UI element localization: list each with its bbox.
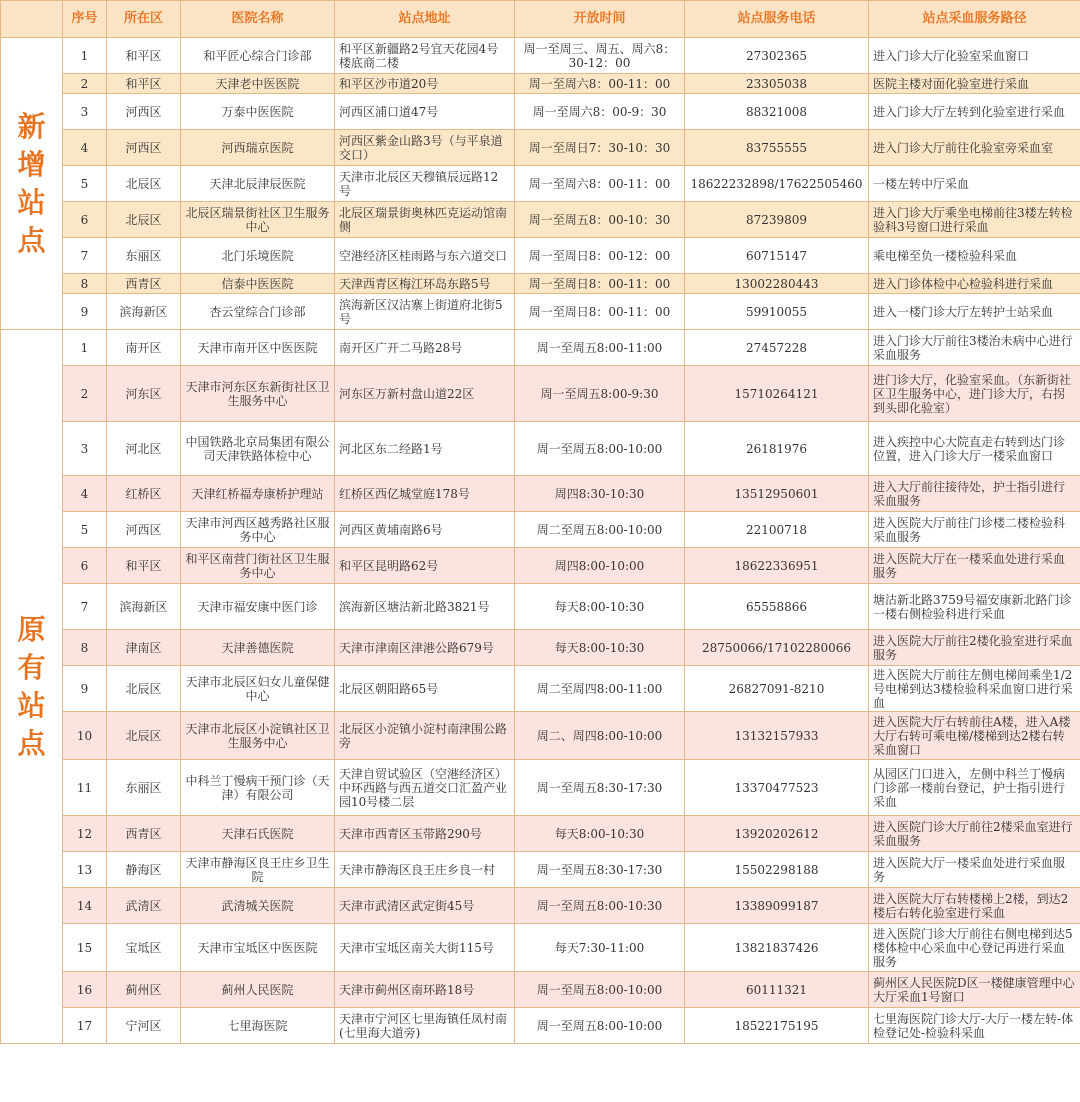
cell-no: 15 — [63, 924, 107, 972]
cell-path: 进入门诊大厅左转到化验室进行采血 — [869, 94, 1080, 130]
cell-no: 7 — [63, 238, 107, 274]
cell-hospital: 河西瑞京医院 — [181, 130, 335, 166]
cell-district: 北辰区 — [107, 202, 181, 238]
cell-no: 6 — [63, 548, 107, 584]
cell-district: 南开区 — [107, 330, 181, 366]
cell-hospital: 七里海医院 — [181, 1008, 335, 1044]
cell-district: 河西区 — [107, 94, 181, 130]
group-header-cell — [1, 1, 63, 38]
cell-hospital: 万泰中医医院 — [181, 94, 335, 130]
header-district: 所在区 — [107, 1, 181, 38]
table-row — [1, 130, 1080, 166]
cell-hospital: 天津市静海区良王庄乡卫生院 — [181, 852, 335, 888]
cell-hospital: 天津市宝坻区中医医院 — [181, 924, 335, 972]
cell-hours: 周一至周五8：00-10：30 — [515, 202, 685, 238]
table-row — [1, 166, 1080, 202]
cell-phone: 59910055 — [685, 294, 869, 330]
cell-path: 塘沽新北路3759号福安康新北路门诊一楼右侧检验科进行采血 — [869, 584, 1080, 630]
cell-hospital: 北门乐境医院 — [181, 238, 335, 274]
cell-district: 北辰区 — [107, 166, 181, 202]
cell-path: 进入医院大厅右转前往A楼，进入A楼大厅右转可乘电梯/楼梯到达2楼右转采血窗口 — [869, 712, 1080, 760]
cell-hospital: 天津市福安康中医门诊 — [181, 584, 335, 630]
cell-path: 进入门诊体检中心检验科进行采血 — [869, 274, 1080, 294]
cell-phone: 88321008 — [685, 94, 869, 130]
table-row — [1, 630, 1080, 666]
table-row — [1, 972, 1080, 1008]
cell-hospital: 天津市北辰区妇女儿童保健中心 — [181, 666, 335, 712]
cell-phone: 83755555 — [685, 130, 869, 166]
table-row — [1, 94, 1080, 130]
cell-hours: 周四8:30-10:30 — [515, 476, 685, 512]
cell-district: 和平区 — [107, 548, 181, 584]
cell-hospital: 天津红桥福寿康桥护理站 — [181, 476, 335, 512]
table-row — [1, 924, 1080, 972]
table-row — [1, 238, 1080, 274]
cell-no: 10 — [63, 712, 107, 760]
cell-hours: 周二至周四8:00-11:00 — [515, 666, 685, 712]
cell-district: 北辰区 — [107, 666, 181, 712]
cell-address: 天津自贸试验区（空港经济区）中环西路与西五道交口汇盈产业园10号楼二层 — [335, 760, 515, 816]
cell-district: 静海区 — [107, 852, 181, 888]
cell-district: 西青区 — [107, 274, 181, 294]
cell-no: 2 — [63, 366, 107, 422]
cell-path: 进入医院大厅前往门诊楼二楼检验科采血服务 — [869, 512, 1080, 548]
cell-no: 8 — [63, 274, 107, 294]
table-row — [1, 760, 1080, 816]
table-row — [1, 666, 1080, 712]
cell-hours: 周一至周六8：00-9：30 — [515, 94, 685, 130]
cell-address: 红桥区西亿城堂庭178号 — [335, 476, 515, 512]
cell-hours: 周一至周五8:30-17:30 — [515, 760, 685, 816]
group-label: 新增站点 — [17, 109, 46, 257]
table-row — [1, 422, 1080, 476]
cell-path: 进入医院大厅在一楼采血处进行采血服务 — [869, 548, 1080, 584]
table-row — [1, 548, 1080, 584]
table-row — [1, 1008, 1080, 1044]
cell-address: 天津市宁河区七里海镇任凤村南(七里海大道旁) — [335, 1008, 515, 1044]
cell-path: 乘电梯至负一楼检验科采血 — [869, 238, 1080, 274]
cell-address: 天津市西青区玉带路290号 — [335, 816, 515, 852]
cell-address: 河西区黄埔南路6号 — [335, 512, 515, 548]
cell-hours: 周四8:00-10:00 — [515, 548, 685, 584]
header-path: 站点采血服务路径 — [869, 1, 1080, 38]
cell-hospital: 信泰中医医院 — [181, 274, 335, 294]
cell-hours: 周一至周五8:00-9:30 — [515, 366, 685, 422]
cell-hours: 周一至周五8:00-10:00 — [515, 972, 685, 1008]
group-label-cell — [1, 38, 63, 330]
table-row — [1, 274, 1080, 294]
cell-district: 滨海新区 — [107, 294, 181, 330]
cell-district: 西青区 — [107, 816, 181, 852]
cell-address: 南开区广开二马路28号 — [335, 330, 515, 366]
cell-hours: 周一至周六8：00-11：00 — [515, 74, 685, 94]
cell-phone: 13920202612 — [685, 816, 869, 852]
table-row — [1, 294, 1080, 330]
cell-district: 武清区 — [107, 888, 181, 924]
cell-district: 宁河区 — [107, 1008, 181, 1044]
table-body — [1, 38, 1080, 1044]
cell-hours: 周一至周日8：00-12：00 — [515, 238, 685, 274]
cell-address: 和平区沙市道20号 — [335, 74, 515, 94]
cell-no: 11 — [63, 760, 107, 816]
cell-path: 进入门诊大厅前往化验室旁采血室 — [869, 130, 1080, 166]
group-label-cell — [1, 330, 63, 1044]
cell-address: 和平区昆明路62号 — [335, 548, 515, 584]
table-row — [1, 476, 1080, 512]
cell-hospital: 杏云堂综合门诊部 — [181, 294, 335, 330]
cell-no: 4 — [63, 130, 107, 166]
cell-phone: 13132157933 — [685, 712, 869, 760]
cell-no: 2 — [63, 74, 107, 94]
header-phone: 站点服务电话 — [685, 1, 869, 38]
cell-hospital: 天津北辰津辰医院 — [181, 166, 335, 202]
cell-hours: 周一至周五8:00-10:00 — [515, 422, 685, 476]
cell-hours: 周一至周五8:00-11:00 — [515, 330, 685, 366]
cell-phone: 23305038 — [685, 74, 869, 94]
cell-phone: 13821837426 — [685, 924, 869, 972]
cell-phone: 22100718 — [685, 512, 869, 548]
cell-address: 河东区万新村盘山道22区 — [335, 366, 515, 422]
cell-hours: 周一至周六8：00-11：00 — [515, 166, 685, 202]
cell-district: 河北区 — [107, 422, 181, 476]
cell-phone: 13512950601 — [685, 476, 869, 512]
table-row — [1, 202, 1080, 238]
cell-path: 进入医院门诊大厅前往2楼采血室进行采血服务 — [869, 816, 1080, 852]
cell-phone: 27302365 — [685, 38, 869, 74]
cell-hours: 周二、周四8:00-10:00 — [515, 712, 685, 760]
cell-phone: 18622232898/17622505460 — [685, 166, 869, 202]
cell-hours: 每天7:30-11:00 — [515, 924, 685, 972]
group-label: 原有站点 — [17, 612, 46, 760]
cell-no: 14 — [63, 888, 107, 924]
cell-address: 天津市静海区良王庄乡良一村 — [335, 852, 515, 888]
cell-phone: 26181976 — [685, 422, 869, 476]
cell-path: 从园区门口进入，左侧中科兰丁慢病门诊部一楼前台登记，护士指引进行采血 — [869, 760, 1080, 816]
cell-hours: 每天8:00-10:30 — [515, 816, 685, 852]
cell-path: 进入门诊大厅化验室采血窗口 — [869, 38, 1080, 74]
cell-no: 5 — [63, 166, 107, 202]
table-row — [1, 816, 1080, 852]
cell-hospital: 北辰区瑞景街社区卫生服务中心 — [181, 202, 335, 238]
cell-district: 滨海新区 — [107, 584, 181, 630]
cell-path: 一楼左转中厅采血 — [869, 166, 1080, 202]
cell-hours: 周一至周日8：00-11：00 — [515, 274, 685, 294]
cell-address: 河西区浦口道47号 — [335, 94, 515, 130]
cell-path: 蓟州区人民医院D区一楼健康管理中心大厅采血1号窗口 — [869, 972, 1080, 1008]
cell-path: 进入大厅前往接待处，护士指引进行采血服务 — [869, 476, 1080, 512]
cell-hours: 每天8:00-10:30 — [515, 584, 685, 630]
table-header-row — [1, 1, 1080, 38]
table-row — [1, 852, 1080, 888]
cell-hours: 每天8:00-10:30 — [515, 630, 685, 666]
cell-path: 进入门诊大厅乘坐电梯前往3楼左转检验科3号窗口进行采血 — [869, 202, 1080, 238]
table-row — [1, 366, 1080, 422]
cell-district: 东丽区 — [107, 238, 181, 274]
cell-phone: 18622336951 — [685, 548, 869, 584]
cell-phone: 15502298188 — [685, 852, 869, 888]
cell-district: 河东区 — [107, 366, 181, 422]
cell-district: 东丽区 — [107, 760, 181, 816]
cell-hospital: 中科兰丁慢病干预门诊（天津）有限公司 — [181, 760, 335, 816]
table-row — [1, 512, 1080, 548]
cell-district: 宝坻区 — [107, 924, 181, 972]
cell-address: 北辰区朝阳路65号 — [335, 666, 515, 712]
cell-phone: 26827091-8210 — [685, 666, 869, 712]
cell-address: 河北区东二经路1号 — [335, 422, 515, 476]
cell-no: 4 — [63, 476, 107, 512]
cell-path: 进入疾控中心大院直走右转到达门诊位置，进入门诊大厅一楼采血窗口 — [869, 422, 1080, 476]
cell-no: 1 — [63, 330, 107, 366]
cell-hospital: 天津石氏医院 — [181, 816, 335, 852]
cell-address: 河西区紫金山路3号（与平泉道交口） — [335, 130, 515, 166]
cell-address: 和平区新疆路2号宜天花园4号楼底商二楼 — [335, 38, 515, 74]
cell-address: 天津市蓟州区南环路18号 — [335, 972, 515, 1008]
cell-district: 北辰区 — [107, 712, 181, 760]
table-row — [1, 584, 1080, 630]
table-row — [1, 888, 1080, 924]
cell-address: 天津市津南区津港公路679号 — [335, 630, 515, 666]
cell-district: 和平区 — [107, 38, 181, 74]
cell-path: 进入门诊大厅前往3楼治未病中心进行采血服务 — [869, 330, 1080, 366]
table-row — [1, 38, 1080, 74]
cell-hours: 周二至周五8:00-10:00 — [515, 512, 685, 548]
cell-no: 6 — [63, 202, 107, 238]
cell-address: 北辰区瑞景街奥林匹克运动馆南侧 — [335, 202, 515, 238]
cell-hospital: 天津市南开区中医医院 — [181, 330, 335, 366]
cell-phone: 13370477523 — [685, 760, 869, 816]
cell-phone: 15710264121 — [685, 366, 869, 422]
cell-hours: 周一至周五8:30-17:30 — [515, 852, 685, 888]
table-row — [1, 330, 1080, 366]
cell-hospital: 和平区南营门街社区卫生服务中心 — [181, 548, 335, 584]
cell-hospital: 中国铁路北京局集团有限公司天津铁路体检中心 — [181, 422, 335, 476]
cell-path: 七里海医院门诊大厅-大厅一楼左转-体检登记处-检验科采血 — [869, 1008, 1080, 1044]
cell-hours: 周一至周日7：30-10：30 — [515, 130, 685, 166]
cell-no: 1 — [63, 38, 107, 74]
header-address: 站点地址 — [335, 1, 515, 38]
cell-no: 13 — [63, 852, 107, 888]
cell-phone: 60715147 — [685, 238, 869, 274]
cell-path: 进入医院门诊大厅前往右侧电梯到达5楼体检中心采血中心登记再进行采血服务 — [869, 924, 1080, 972]
cell-phone: 28750066/17102280066 — [685, 630, 869, 666]
cell-hours: 周一至周日8：00-11：00 — [515, 294, 685, 330]
cell-hospital: 武清城关医院 — [181, 888, 335, 924]
cell-address: 天津市北辰区天穆镇辰远路12号 — [335, 166, 515, 202]
cell-phone: 87239809 — [685, 202, 869, 238]
cell-hospital: 天津市河东区东新街社区卫生服务中心 — [181, 366, 335, 422]
cell-no: 5 — [63, 512, 107, 548]
cell-district: 蓟州区 — [107, 972, 181, 1008]
cell-address: 天津市武清区武定街45号 — [335, 888, 515, 924]
cell-hospital: 天津市河西区越秀路社区服务中心 — [181, 512, 335, 548]
header-hospital: 医院名称 — [181, 1, 335, 38]
cell-address: 空港经济区桂雨路与东六道交口 — [335, 238, 515, 274]
cell-no: 9 — [63, 294, 107, 330]
header-no: 序号 — [63, 1, 107, 38]
cell-phone: 18522175195 — [685, 1008, 869, 1044]
cell-address: 天津西青区梅江环岛东路5号 — [335, 274, 515, 294]
cell-phone: 13002280443 — [685, 274, 869, 294]
cell-district: 河西区 — [107, 130, 181, 166]
cell-phone: 27457228 — [685, 330, 869, 366]
cell-path: 医院主楼对面化验室进行采血 — [869, 74, 1080, 94]
table-row — [1, 74, 1080, 94]
cell-address: 滨海新区汉沽寨上街道府北街5号 — [335, 294, 515, 330]
cell-address: 北辰区小淀镇小淀村南津围公路旁 — [335, 712, 515, 760]
cell-district: 和平区 — [107, 74, 181, 94]
cell-hospital: 天津市北辰区小淀镇社区卫生服务中心 — [181, 712, 335, 760]
cell-hospital: 蓟州人民医院 — [181, 972, 335, 1008]
cell-no: 16 — [63, 972, 107, 1008]
cell-phone: 65558866 — [685, 584, 869, 630]
cell-path: 进入医院大厅前往2楼化验室进行采血服务 — [869, 630, 1080, 666]
cell-hours: 周一至周三、周五、周六8：30-12：00 — [515, 38, 685, 74]
cell-phone: 60111321 — [685, 972, 869, 1008]
header-hours: 开放时间 — [515, 1, 685, 38]
cell-hours: 周一至周五8:00-10:00 — [515, 1008, 685, 1044]
cell-no: 8 — [63, 630, 107, 666]
cell-district: 河西区 — [107, 512, 181, 548]
cell-path: 进入医院大厅前往左侧电梯间乘坐1/2号电梯到达3楼检验科采血窗口进行采血 — [869, 666, 1080, 712]
cell-address: 滨海新区塘沽新北路3821号 — [335, 584, 515, 630]
cell-no: 3 — [63, 94, 107, 130]
cell-district: 津南区 — [107, 630, 181, 666]
cell-no: 7 — [63, 584, 107, 630]
table-row — [1, 712, 1080, 760]
cell-hospital: 天津善德医院 — [181, 630, 335, 666]
cell-path: 进入一楼门诊大厅左转护士站采血 — [869, 294, 1080, 330]
cell-path: 进入医院大厅右转楼梯上2楼，到达2楼后右转化验室进行采血 — [869, 888, 1080, 924]
cell-path: 进门诊大厅，化验室采血。（东新街社区卫生服务中心，进门诊大厅，右拐到头即化验室） — [869, 366, 1080, 422]
cell-no: 3 — [63, 422, 107, 476]
cell-phone: 13389099187 — [685, 888, 869, 924]
cell-district: 红桥区 — [107, 476, 181, 512]
cell-no: 12 — [63, 816, 107, 852]
cell-no: 17 — [63, 1008, 107, 1044]
cell-no: 9 — [63, 666, 107, 712]
cell-path: 进入医院大厅一楼采血处进行采血服务 — [869, 852, 1080, 888]
cell-hospital: 和平匠心综合门诊部 — [181, 38, 335, 74]
cell-address: 天津市宝坻区南关大街115号 — [335, 924, 515, 972]
cell-hospital: 天津老中医医院 — [181, 74, 335, 94]
cell-hours: 周一至周五8:00-10:30 — [515, 888, 685, 924]
